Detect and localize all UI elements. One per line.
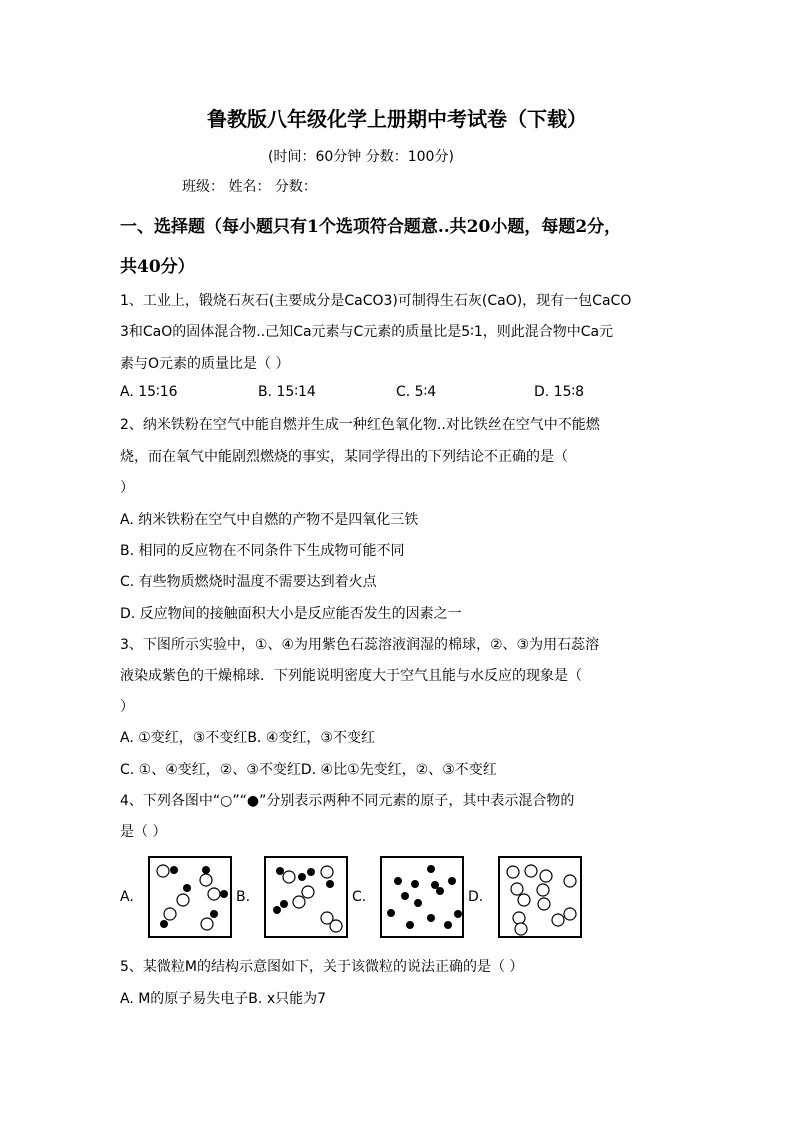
q4-line1: 4、下列各图中“○”“●”分别表示两种不同元素的原子，其中表示混合物的: [120, 793, 575, 809]
section-heading-line1: 一、选择题（每小题只有1个选项符合题意..共20小题，每题2分，: [120, 217, 622, 237]
q1-option-d: D. 15∶8: [534, 384, 585, 400]
q3-line1: 3、下图所示实验中，①、④为用紫色石蕊溶液润湿的棉球，②、③为用石蕊溶: [120, 637, 600, 653]
q4-letter-a: A.: [120, 889, 134, 905]
q3-options-cd: C. ①、④变红，②、③不变红D. ④比①先变红，②、③不变红: [120, 762, 497, 778]
q5-line1: 5、某微粒M的结构示意图如下，关于该微粒的说法正确的是（ ）: [120, 959, 524, 975]
q2-option-c: C. 有些物质燃烧时温度不需要达到着火点: [120, 574, 377, 590]
q2-line3: ）: [120, 480, 134, 496]
q1-option-a: A. 15∶16: [120, 384, 178, 400]
q1-option-b: B. 15∶14: [258, 384, 316, 400]
particle-diagram-d: [498, 856, 582, 938]
q2-line2: 烧，而在氧气中能剧烈燃烧的事实，某同学得出的下列结论不正确的是（: [120, 449, 568, 465]
q2-option-b: B. 相同的反应物在不同条件下生成物可能不同: [120, 543, 405, 559]
q3-line2: 液染成紫色的干燥棉球．下列能说明密度大于空气且能与水反应的现象是（: [120, 668, 582, 684]
q4-letter-c: C.: [352, 889, 367, 905]
q4-line2: 是（ ）: [120, 824, 167, 840]
q1-line3: 素与O元素的质量比是（ ）: [120, 356, 290, 372]
q1-line2: 3和CaO的固体混合物..己知Ca元素与C元素的质量比是5∶1，则此混合物中Ca元: [120, 324, 614, 340]
q3-options-ab: A. ①变红，③不变红B. ④变红，③不变红: [120, 730, 375, 746]
q4-letter-d: D.: [468, 889, 484, 905]
q5-option-ab: A. M的原子易失电子B. x只能为7: [120, 991, 327, 1007]
q2-option-a: A. 纳米铁粉在空气中自燃的产物不是四氧化三铁: [120, 512, 419, 528]
particle-diagram-c: [380, 856, 464, 938]
q2-line1: 2、纳米铁粉在空气中能自燃并生成一种红色氧化物..对比铁丝在空气中不能燃: [120, 417, 600, 433]
particle-diagram-a: [148, 856, 232, 938]
section-heading-line2: 共40分）: [120, 257, 195, 277]
q1-line1: 1、工业上，锻烧石灰石(主要成分是CaCO3)可制得生石灰(CaO)，现有一包CaCO: [120, 293, 632, 309]
exam-fields: 班级： 姓名： 分数：: [182, 179, 317, 195]
q2-option-d: D. 反应物间的接触面积大小是反应能否发生的因素之一: [120, 606, 462, 622]
q4-letter-b: B.: [236, 889, 251, 905]
exam-time-score: (时间：60分钟 分数：100分): [268, 149, 454, 165]
q3-line3: ）: [120, 699, 134, 715]
q1-option-c: C. 5∶4: [396, 384, 437, 400]
page-title: 鲁教版八年级化学上册期中考试卷（下载）: [207, 107, 587, 131]
particle-diagram-b: [264, 856, 348, 938]
